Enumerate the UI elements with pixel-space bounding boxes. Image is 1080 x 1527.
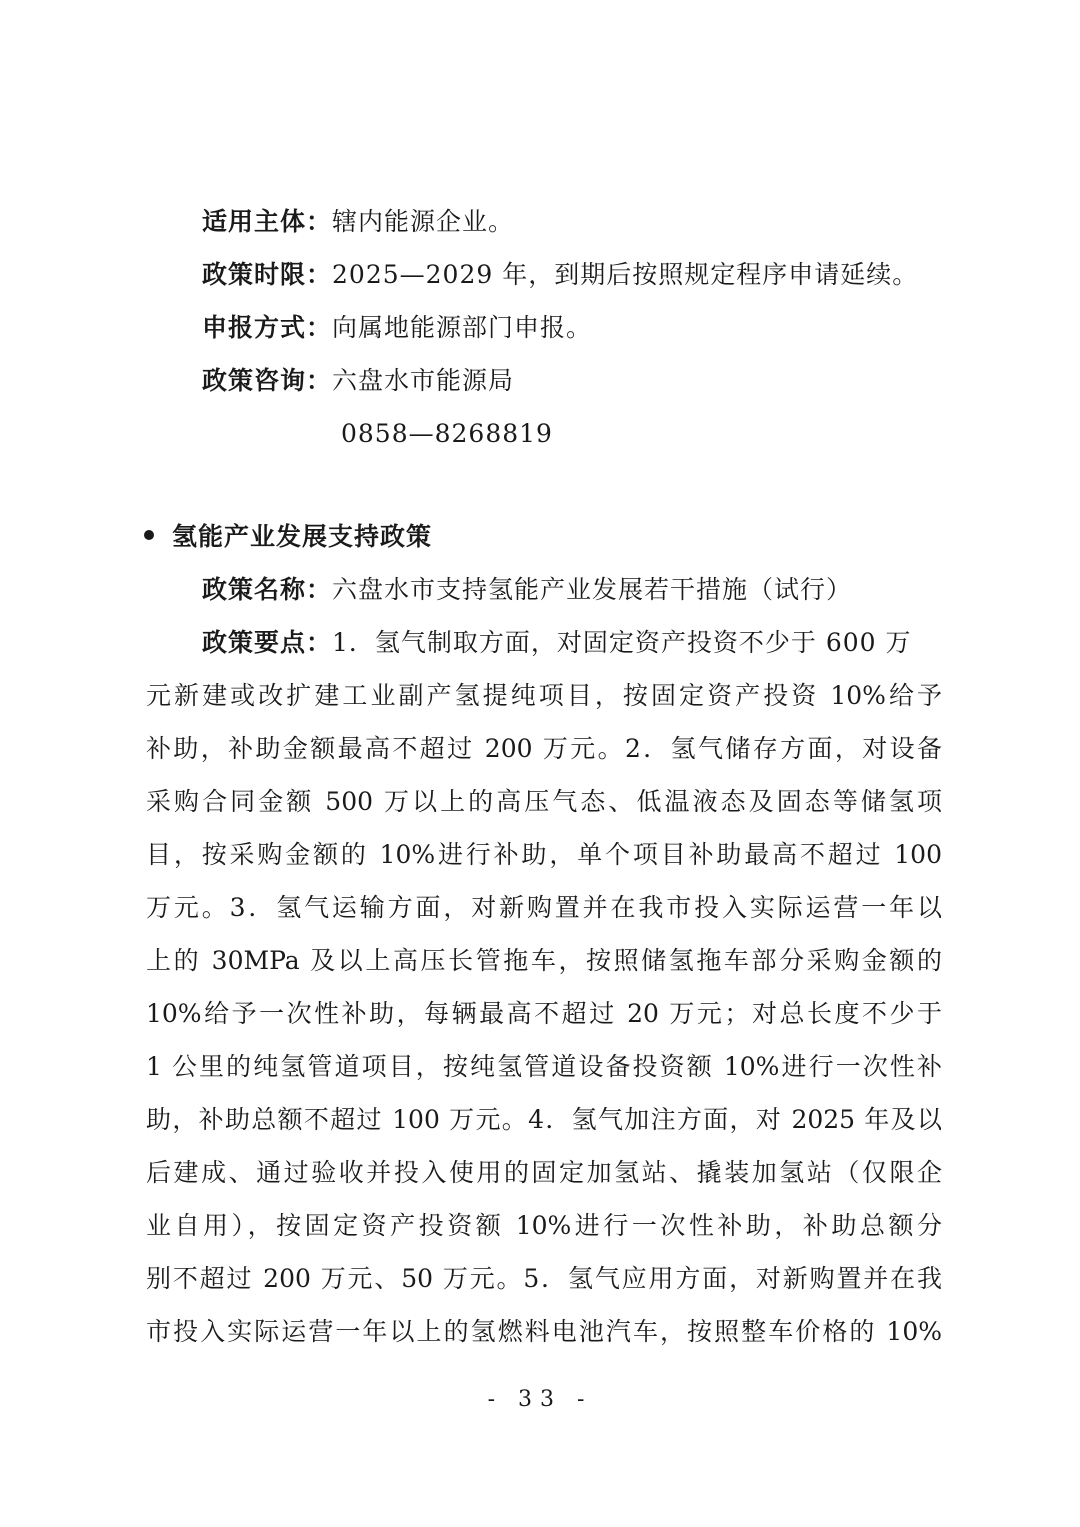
policy-points-row xyxy=(202,626,912,660)
applicable-label: 适用主体： xyxy=(202,207,333,236)
consult-phone: 0858—8268819 xyxy=(341,419,553,448)
applicable-row xyxy=(202,205,514,239)
body-line: 补助，补助金额最高不超过 200 万元。2．氢气储存方面，对设备 xyxy=(146,734,942,763)
page-number: - 33 - xyxy=(487,1387,593,1412)
body-line: 上的 30MPa 及以上高压长管拖车，按照储氢拖车部分采购金额的 xyxy=(146,946,942,975)
policy-points-label: 政策要点： xyxy=(202,628,333,657)
body-line: 万元。3．氢气运输方面，对新购置并在我市投入实际运营一年以 xyxy=(146,893,942,922)
body-line: 业自用），按固定资产投资额 10%进行一次性补助，补助总额分 xyxy=(146,1211,942,1240)
apply-row xyxy=(202,311,592,345)
body-line: 市投入实际运营一年以上的氢燃料电池汽车，按照整车价格的 10% xyxy=(146,1317,942,1346)
period-label: 政策时限： xyxy=(202,260,333,289)
apply-value: 向属地能源部门申报。 xyxy=(332,313,593,342)
body-line: 助，补助总额不超过 100 万元。4．氢气加注方面，对 2025 年及以 xyxy=(146,1105,942,1134)
consult-value: 六盘水市能源局 xyxy=(332,366,515,395)
policy-name-label: 政策名称： xyxy=(202,575,333,604)
consult-row xyxy=(202,364,514,398)
apply-label: 申报方式： xyxy=(202,313,333,342)
section-heading-text: 氢能产业发展支持政策 xyxy=(172,522,433,551)
policy-name-row xyxy=(202,573,852,607)
body-line: 元新建或改扩建工业副产氢提纯项目，按固定资产投资 10%给予 xyxy=(146,681,942,710)
section-heading xyxy=(144,520,432,554)
body-line: 目，按采购金额的 10%进行补助，单个项目补助最高不超过 100 xyxy=(146,840,942,869)
body-line: 采购合同金额 500 万以上的高压气态、低温液态及固态等储氢项 xyxy=(146,787,942,816)
period-row xyxy=(202,258,918,292)
policy-points-first-line: 1．氢气制取方面，对固定资产投资不少于 600 万 xyxy=(332,628,912,657)
bullet-icon xyxy=(144,530,154,540)
period-value: 2025—2029 年，到期后按照规定程序申请延续。 xyxy=(332,260,919,289)
body-line: 别不超过 200 万元、50 万元。5．氢气应用方面，对新购置并在我 xyxy=(146,1264,942,1293)
body-line: 后建成、通过验收并投入使用的固定加氢站、撬装加氢站（仅限企 xyxy=(146,1158,942,1187)
consult-label: 政策咨询： xyxy=(202,366,333,395)
policy-name-value: 六盘水市支持氢能产业发展若干措施（试行） xyxy=(332,575,853,604)
body-line: 1 公里的纯氢管道项目，按纯氢管道设备投资额 10%进行一次性补 xyxy=(146,1052,942,1081)
applicable-value: 辖内能源企业。 xyxy=(332,207,515,236)
body-line: 10%给予一次性补助，每辆最高不超过 20 万元；对总长度不少于 xyxy=(146,999,942,1028)
